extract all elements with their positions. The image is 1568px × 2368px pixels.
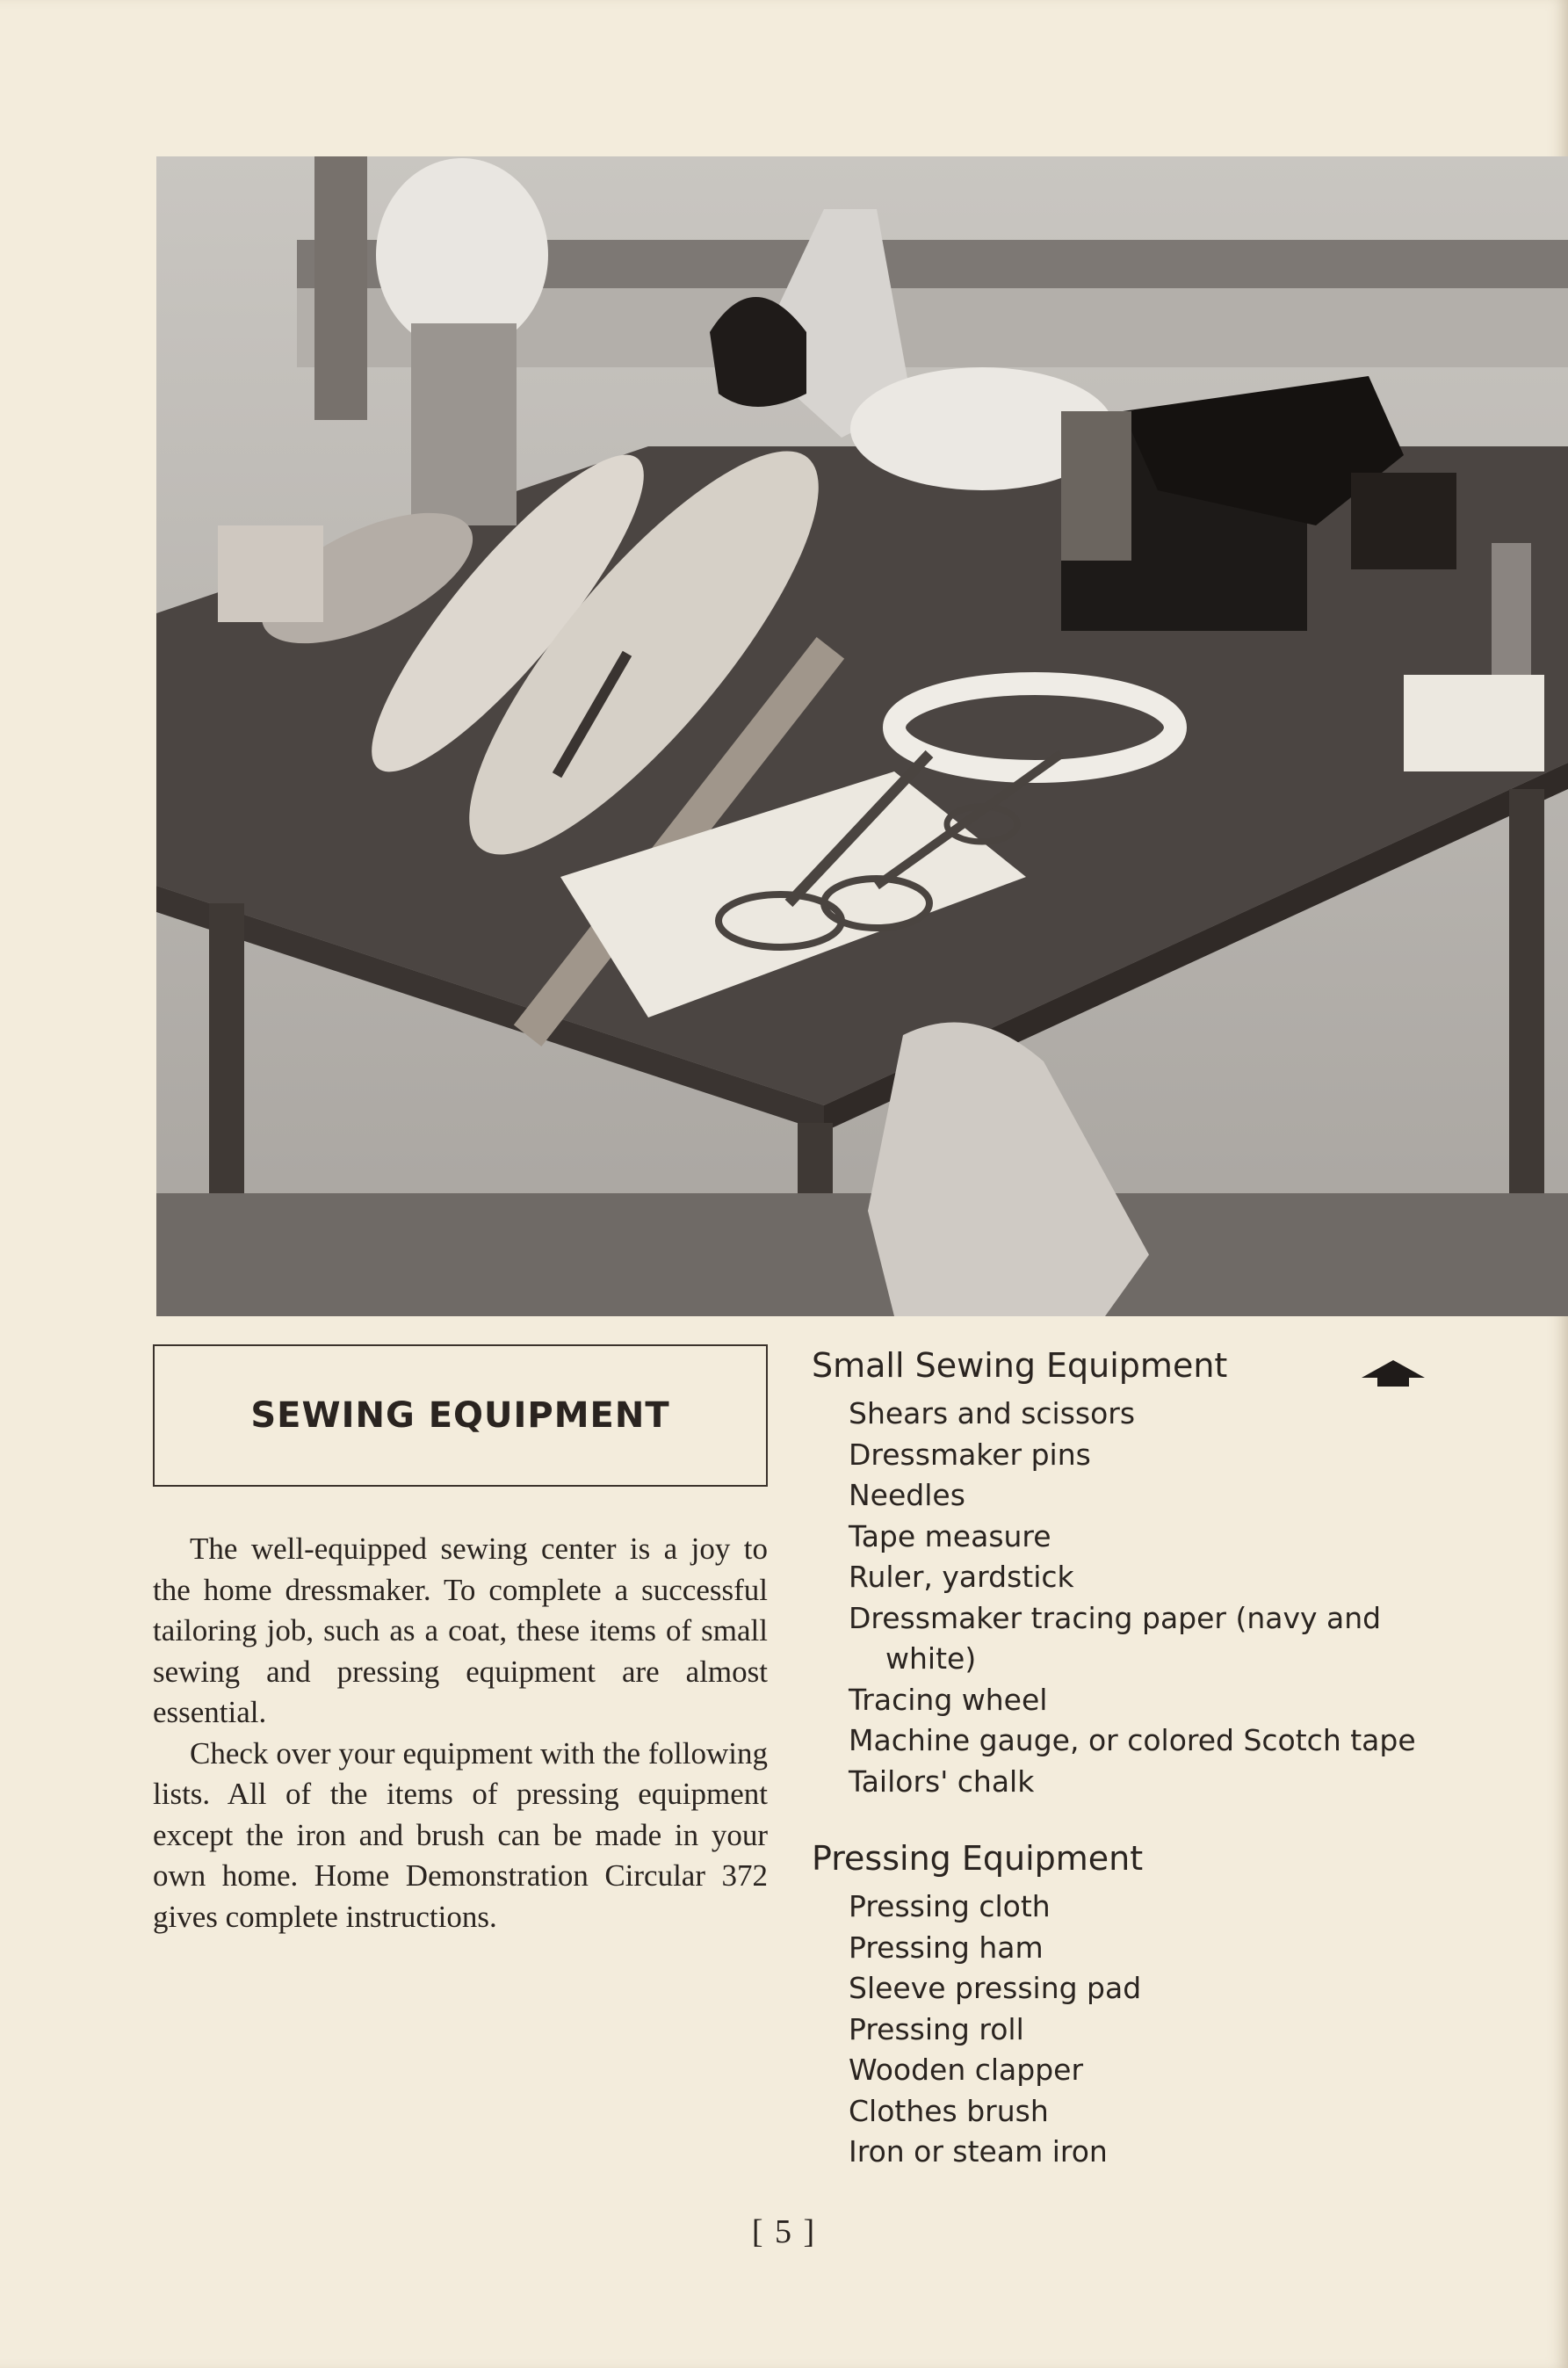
photo-illustration [156,156,1568,1316]
list-item: Pressing cloth [849,1889,1051,1923]
list-item: Ruler, yardstick [849,1560,1074,1594]
small-sewing-heading: Small Sewing Equipment [812,1346,1228,1385]
page-number: [ 5 ] [751,2213,817,2250]
list-item: Tape measure [849,1518,1051,1553]
section-title-box [153,1344,768,1487]
list-item: Pressing ham [849,1930,1044,1965]
section-title: SEWING EQUIPMENT [250,1395,670,1436]
intro-paragraph-1: The well-equipped sewing center is a joy to the home dressmaker. To complete a successful tailoring job, such as a coat, these items of small sewing and pressing equipment are almost essential. [153,1532,768,1729]
list-item: Clothes brush [849,2093,1049,2128]
list-item: Sleeve pressing pad [849,1971,1142,2005]
intro-text [153,1529,768,1937]
list-item: Needles [849,1478,965,1512]
list-item: Dressmaker pins [849,1437,1091,1472]
list-item: Wooden clapper [849,2053,1084,2087]
pressing-section [812,1836,1444,2173]
pressing-list [849,1886,1444,2173]
list-item: Pressing roll [849,2011,1024,2046]
sewing-equipment-photo [156,156,1568,1316]
small-sewing-list [849,1394,1444,1802]
list-item: Tracing wheel [849,1682,1048,1717]
equipment-lists [812,1343,1444,2173]
intro-paragraph-2: Check over your equipment with the following lists. All of the items of pressing equipment except the iron and brush can be made in your own home. Home Demonstration Circular 372 gives complete instructions. [153,1735,768,1934]
list-item: Iron or steam iron [849,2134,1108,2169]
list-item: Machine gauge, or colored Scotch tape [849,1723,1416,1757]
list-item: Tailors' chalk [849,1763,1035,1799]
list-item: Dressmaker tracing paper (navy and white) [849,1600,1382,1676]
list-item: Shears and scissors [849,1396,1136,1430]
pressing-heading: Pressing Equipment [812,1839,1144,1878]
